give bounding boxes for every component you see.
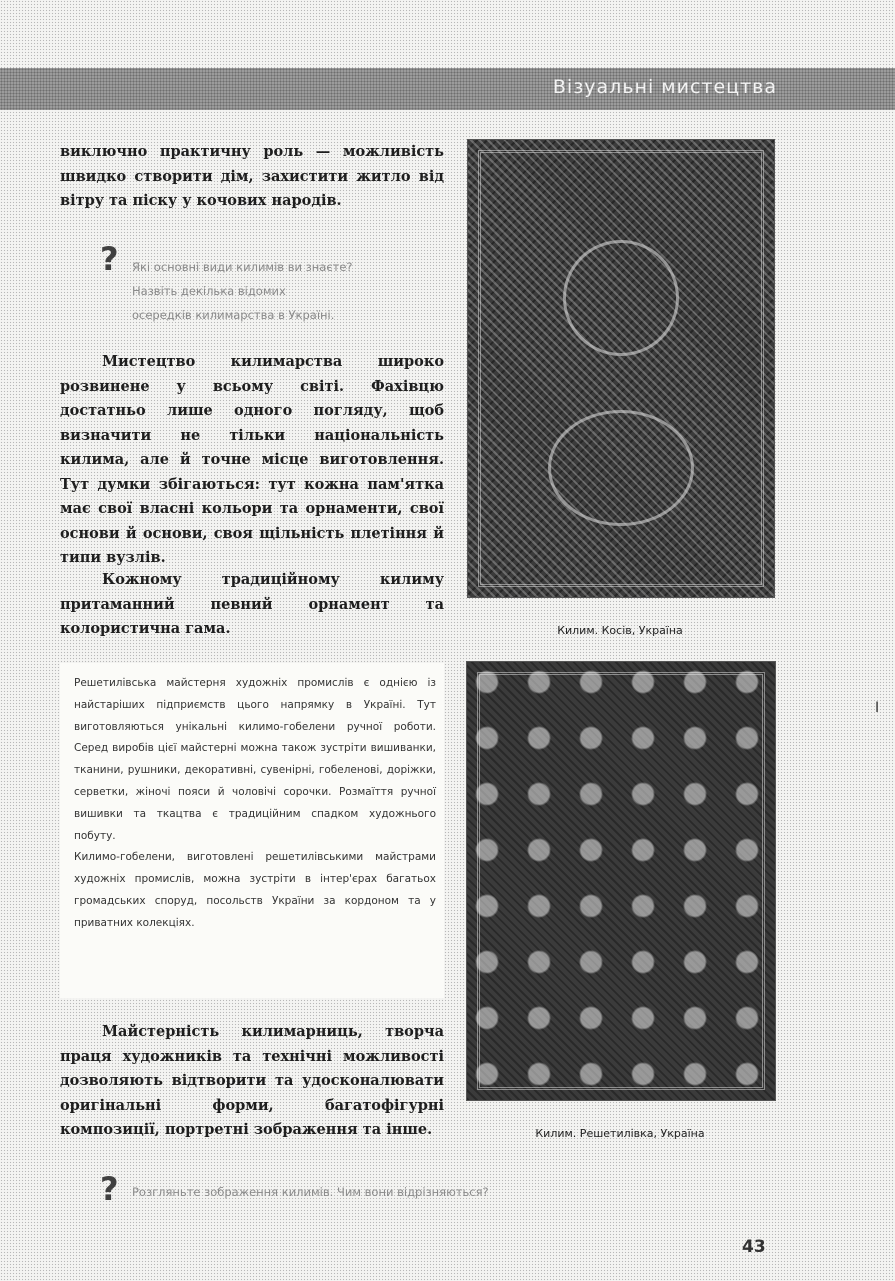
carpet-reshetylivka-image xyxy=(466,661,776,1101)
paragraph-mastery: Майстерність килимарниць, творча праця художників та технічні можливості дозволяють відтворити та удосконалювати оригінальні форми, багатофігурні композиції, портретні зображення та інше. xyxy=(60,1023,444,1138)
paragraph-ornament: Кожному традиційному килиму притаманний певний орнамент та колористична гама. xyxy=(60,571,444,637)
question-mark-icon: ? xyxy=(100,240,119,278)
info-box-reshetylivka xyxy=(60,663,444,998)
chapter-title: Візуальні мистецтва xyxy=(552,76,777,98)
chapter-header-band xyxy=(0,68,895,110)
page-number: 43 xyxy=(742,1237,766,1257)
caption-carpet-kosiv: Килим. Косів, Україна xyxy=(557,624,683,637)
question-line: Розгляньте зображення килимів. Чим вони відрізняються? xyxy=(132,1185,489,1199)
question-mark-icon: ? xyxy=(100,1170,119,1208)
info-paragraph: Килимо-гобелени, виготовлені решетилівськими майстрами художніх промислів, можна зустріти в інтер'єрах багатьох громадських споруд, посольств України за кордоном та у приватних колекціях. xyxy=(74,851,436,929)
question-block xyxy=(132,255,353,327)
rug-medallion xyxy=(548,410,694,526)
question-line: осередків килимарства в Україні. xyxy=(132,308,335,322)
rug-border xyxy=(477,672,765,1090)
info-paragraph: Решетилівська майстерня художніх промислів є однією із найстаріших підприємств цього напрямку в Україні. Тут виготовляються унікальні килимо-гобелени ручної роботи. Серед виробів цієї майстерні можна також зустріти вишиванки, тканини, рушники, декоративні, сувенірні, гобеленові, доріжки, серветки, жіночі пояси й чоловічі сорочки. Розмаїття ручної вишивки та ткацтва є традиційним спадком художнього побуту. xyxy=(74,677,436,842)
question-line: Які основні види килимів ви знаєте? xyxy=(132,260,353,274)
paragraph-intro: виключно практичну роль — можливість швидко створити дім, захистити житло від вітру та піску у кочових народів. xyxy=(60,143,444,209)
question-line: Назвіть декілька відомих xyxy=(132,284,286,298)
margin-marker: I xyxy=(875,700,880,716)
rug-medallion xyxy=(563,240,679,356)
paragraph-carpet-art: Мистецтво килимарства широко розвинене у всьому світі. Фахівцю достатньо лише одного погляду, щоб визначити не тільки національність килима, але й точне місце виготовлення. Тут думки збігаються: тут кожна пам'ятка має свої власні кольори та орнаменти, свої основи й основи, своя щільність плетіння й типи вузлів. xyxy=(60,353,444,566)
caption-carpet-reshetylivka: Килим. Решетилівка, Україна xyxy=(535,1127,705,1140)
carpet-kosiv-image xyxy=(467,139,775,598)
